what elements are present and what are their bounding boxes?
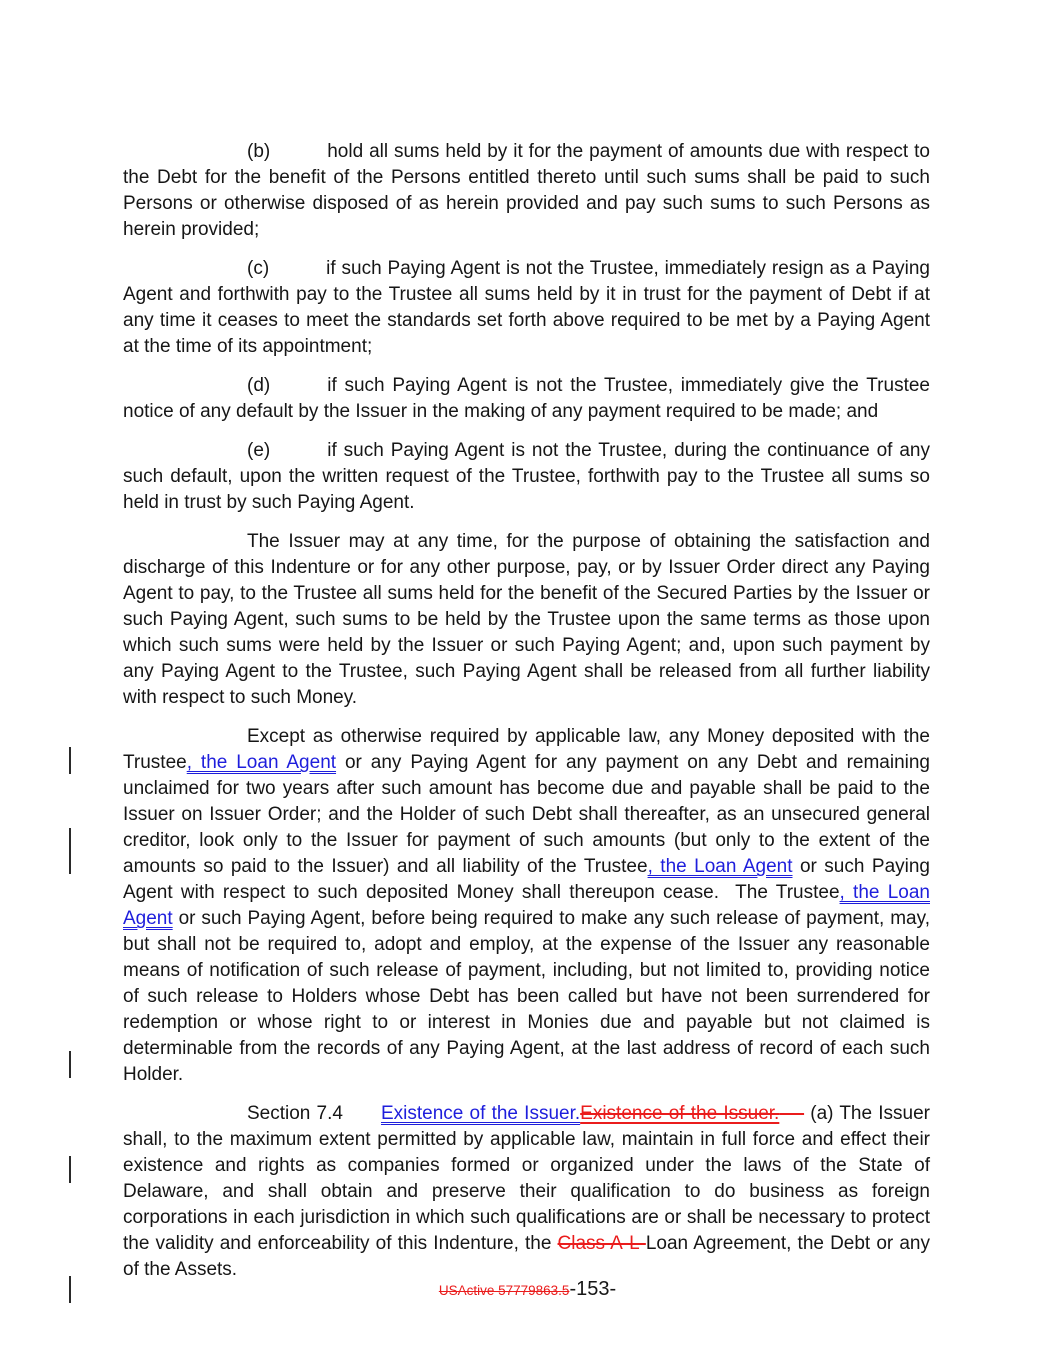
section-7-4	[123, 1101, 930, 1283]
page-footer	[0, 1276, 1055, 1304]
change-bar-3	[69, 1051, 71, 1078]
clause-d	[123, 373, 930, 425]
text-run: Loan Agreement, the Debt or any of the Assets.	[123, 1233, 930, 1280]
text-run: hold all sums held by it for the payment of amounts due with respect to the Debt for the benefit of the Persons entitled thereto until such sums shall be paid to such Persons or otherwise disposed of as herein provided and pay such sums to such Persons as herein provided;	[123, 141, 930, 240]
clause-b	[123, 139, 930, 243]
deleted-text: Class A-L	[557, 1233, 646, 1254]
text-run: Except as otherwise required by applicable law, any Money deposited with the Trustee	[123, 726, 930, 773]
text-run: (e)	[247, 440, 271, 461]
change-bar-1	[69, 747, 71, 774]
clause-c	[123, 256, 930, 360]
text-run: (c)	[247, 258, 270, 279]
text-run: (a) The Issuer shall, to the maximum extent permitted by applicable law, maintain in full force and effect their existence and rights as companies formed or organized under the laws of the State of Delaware, and shall obtain and preserve their qualification to do business as foreign corporations in each jurisdiction in which such qualifications are or shall be necessary to protect the validity and enforceability of this Indenture, the	[123, 1103, 930, 1254]
text-run: if such Paying Agent is not the Trustee, immediately give the Trustee notice of any default by the Issuer in the making of any payment required to be made; and	[123, 375, 930, 422]
inserted-text: Existence of the Issuer.	[380, 1103, 581, 1124]
deleted-text	[779, 1103, 804, 1124]
document-body	[123, 139, 930, 1296]
deleted-text: Existence of the Issuer.	[580, 1103, 780, 1124]
paragraph-except	[123, 724, 930, 1088]
text-run: (d)	[247, 375, 271, 396]
text-run: or such Paying Agent with respect to such deposited Money shall thereupon cease. The Trustee	[123, 856, 930, 903]
text-run: (b)	[247, 141, 271, 162]
page-number: -153-	[569, 1278, 617, 1300]
inserted-text: , the Loan Agent	[123, 882, 930, 929]
text-run: Section 7.4	[247, 1103, 343, 1124]
change-bar-4	[69, 1156, 71, 1183]
text-run: or such Paying Agent, before being required to make any such release of payment, may, but shall not be required to, adopt and employ, at the expense of the Issuer any reasonable means of notification of such release of payment, including, but not limited to, providing notice of such release to Holders whose Debt has been called but have not been surrendered for redemption or whose right to or interest in Monies due and payable but not claimed is determinable from the records of any Paying Agent, at the last address of record of each such Holder.	[123, 908, 930, 1085]
clause-e	[123, 438, 930, 516]
text-run: or any Paying Agent for any payment on any Debt and remaining unclaimed for two years after such amount has become due and payable shall be paid to the Issuer on Issuer Order; and the Holder of such Debt shall thereafter, as an unsecured general creditor, look only to the Issuer for payment of such amounts (but only to the extent of the amounts so paid to the Issuer) and all liability of the Trustee	[123, 752, 930, 877]
inserted-text: , the Loan Agent	[186, 752, 337, 773]
text-run: The Issuer may at any time, for the purpose of obtaining the satisfaction and discharge of this Indenture or for any other purpose, pay, or by Issuer Order direct any Paying Agent to pay, to the Trustee all sums held for the benefit of the Secured Parties by the Issuer or such Paying Agent, such sums to be held by the Trustee upon the same terms as those upon which such sums were held by the Issuer or such Paying Agent; and, upon such payment by any Paying Agent to the Trustee, such Paying Agent shall be released from all further liability with respect to such Money.	[123, 531, 930, 708]
paragraph-issuer-may	[123, 529, 930, 711]
doc-id-deleted-text: USActive 57779863.5	[438, 1283, 570, 1298]
text-run: if such Paying Agent is not the Trustee, during the continuance of any such default, upon the written request of the Trustee, forthwith pay to the Trustee all sums so held in trust by such Paying Agent.	[123, 440, 930, 513]
inserted-text: , the Loan Agent	[647, 856, 793, 877]
change-bar-2	[69, 828, 71, 874]
text-run: if such Paying Agent is not the Trustee, immediately resign as a Paying Agent and forthwith pay to the Trustee all sums held by it in trust for the payment of Debt if at any time it ceases to meet the standards set forth above required to be met by a Paying Agent at the time of its appointment;	[123, 258, 930, 357]
